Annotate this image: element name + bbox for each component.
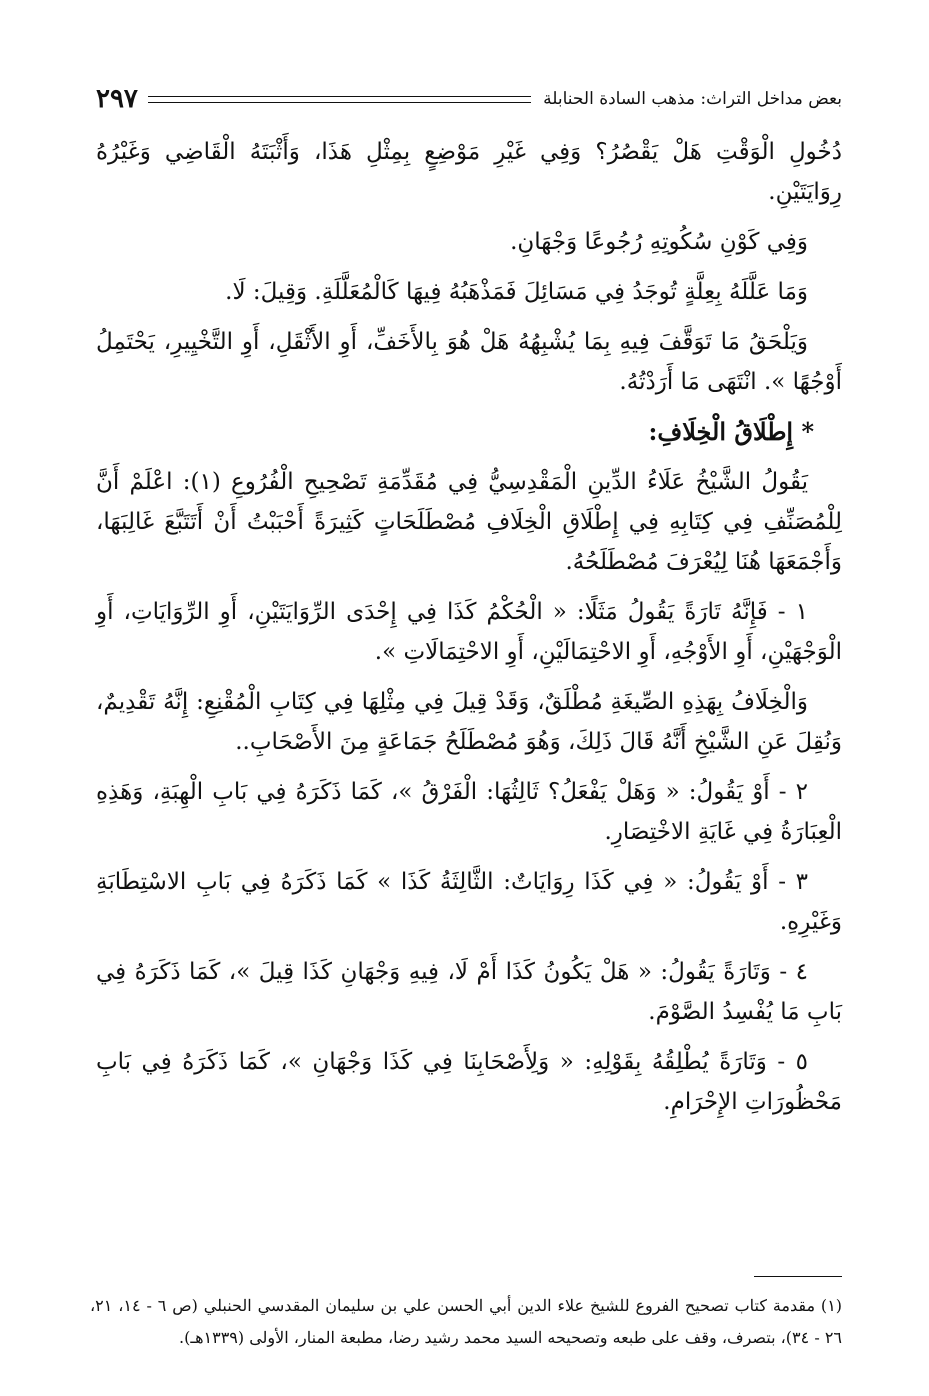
paragraph: دُخُولِ الْوَقْتِ هَلْ يَقْصُرُ؟ وَفِي غَيْرِ مَوْضِعٍ بِمِثْلِ هَذَا، وَأَثْبَتَهُ الْقَاضِي وَغَيْرُهُ رِوَايَتَيْنِ. — [96, 139, 842, 205]
paragraph: وَمَا عَلَّلَهُ بِعِلَّةٍ تُوجَدُ فِي مَسَائِلَ فَمَذْهَبُهُ فِيهَا كَالْمُعَلَّلَةِ. وَقِيلَ: لَا. — [225, 279, 808, 305]
list-item: ١ - فَإِنَّهُ تَارَةً يَقُولُ مَثَلًا: « الْحُكْمُ كَذَا فِي إِحْدَى الرِّوَايَتَيْنِ، أَوِ الرِّوَايَاتِ، أَوِ الْوَجْهَيْنِ، أَوِ الأَوْجُهِ، أَوِ الاحْتِمَالَيْنِ، أَوِ الاحْتِمَالَاتِ ». — [96, 599, 842, 665]
footnote-separator — [754, 1276, 842, 1277]
running-header — [96, 84, 842, 114]
paragraph: وَيَلْحَقُ مَا تَوَقَّفَ فِيهِ بِمَا يُشْبِهُهُ هَلْ هُوَ بِالأَخَفِّ، أَوِ الأَثْقَلِ، أَوِ التَّخْيِيرِ، يَحْتَمِلُ أَوْجُهًا ». انْتَهَى مَا أَرَدْتُهُ. — [96, 329, 842, 395]
body-text — [96, 132, 842, 1132]
list-item: ٥ - وَتَارَةً يُطْلِقُهُ بِقَوْلِهِ: « وَلِأَصْحَابِنَا فِي كَذَا وَجْهَانِ »، كَمَا ذَكَرَهُ فِي بَابِ مَحْظُورَاتِ الإِحْرَامِ. — [96, 1049, 842, 1115]
header-title: بعض مداخل التراث: مذهب السادة الحنابلة — [543, 89, 842, 109]
footnote: (١) مقدمة كتاب تصحيح الفروع للشيخ علاء الدين أبي الحسن علي بن سليمان المقدسي الحنبلي (ص ٦ - ١٤، ٢١، ٢٦ - ٣٤)، بتصرف، وقف على طبعه وتصحيحه السيد محمد رشيد رضا، مطبعة المنار، الأولى (١٣٣٩هـ). — [90, 1296, 843, 1347]
list-item: ٢ - أَوْ يَقُولُ: « وَهَلْ يَفْعَلُ؟ ثَالِثُهَا: الْفَرْقُ »، كَمَا ذَكَرَهُ فِي بَابِ الْهِبَةِ، وَهَذِهِ الْعِبَارَةُ فِي غَايَةِ الاخْتِصَارِ. — [96, 779, 842, 845]
section-heading: * إِطْلَاقُ الْخِلَافِ: — [648, 417, 814, 446]
header-rule — [148, 96, 531, 103]
list-item: ٣ - أَوْ يَقُولُ: « فِي كَذَا رِوَايَاتٌ: الثَّالِثَةُ كَذَا » كَمَا ذَكَرَهُ فِي بَابِ الاسْتِطَابَةِ وَغَيْرِهِ. — [96, 869, 842, 935]
page-number: ٢٩٧ — [96, 84, 138, 114]
paragraph: يَقُولُ الشَّيْخُ عَلَاءُ الدِّينِ الْمَقْدِسِيُّ فِي مُقَدِّمَةِ تَصْحِيحِ الْفُرُوعِ (١): اعْلَمْ أَنَّ لِلْمُصَنِّفِ فِي كِتَابِهِ فِي إِطْلَاقِ الْخِلَافِ مُصْطَلَحَاتٍ كَثِيرَةً أَحْبَبْتُ أَنْ أَتَتَبَّعَ غَالِبَهَا، وَأَجْمَعَهَا هُنَا لِيُعْرَفَ مُصْطَلَحُهُ. — [96, 469, 842, 575]
paragraph: وَفِي كَوْنِ سُكُوتِهِ رُجُوعًا وَجْهَانِ. — [510, 229, 808, 255]
paragraph: وَالْخِلَافُ بِهَذِهِ الصِّيغَةِ مُطْلَقٌ، وَقَدْ قِيلَ فِي مِثْلِهَا فِي كِتَابِ الْمُقْنِعِ: إِنَّهُ تَقْدِيمٌ، وَنُقِلَ عَنِ الشَّيْخِ أَنَّهُ قَالَ ذَلِكَ، وَهُوَ مُصْطَلَحُ جَمَاعَةٍ مِنَ الأَصْحَابِ.. — [96, 689, 842, 755]
list-item: ٤ - وَتَارَةً يَقُولُ: « هَلْ يَكُونُ كَذَا أَمْ لَا، فِيهِ وَجْهَانِ كَذَا قِيلَ »، كَمَا ذَكَرَهُ فِي بَابِ مَا يُفْسِدُ الصَّوْمَ. — [96, 959, 842, 1025]
